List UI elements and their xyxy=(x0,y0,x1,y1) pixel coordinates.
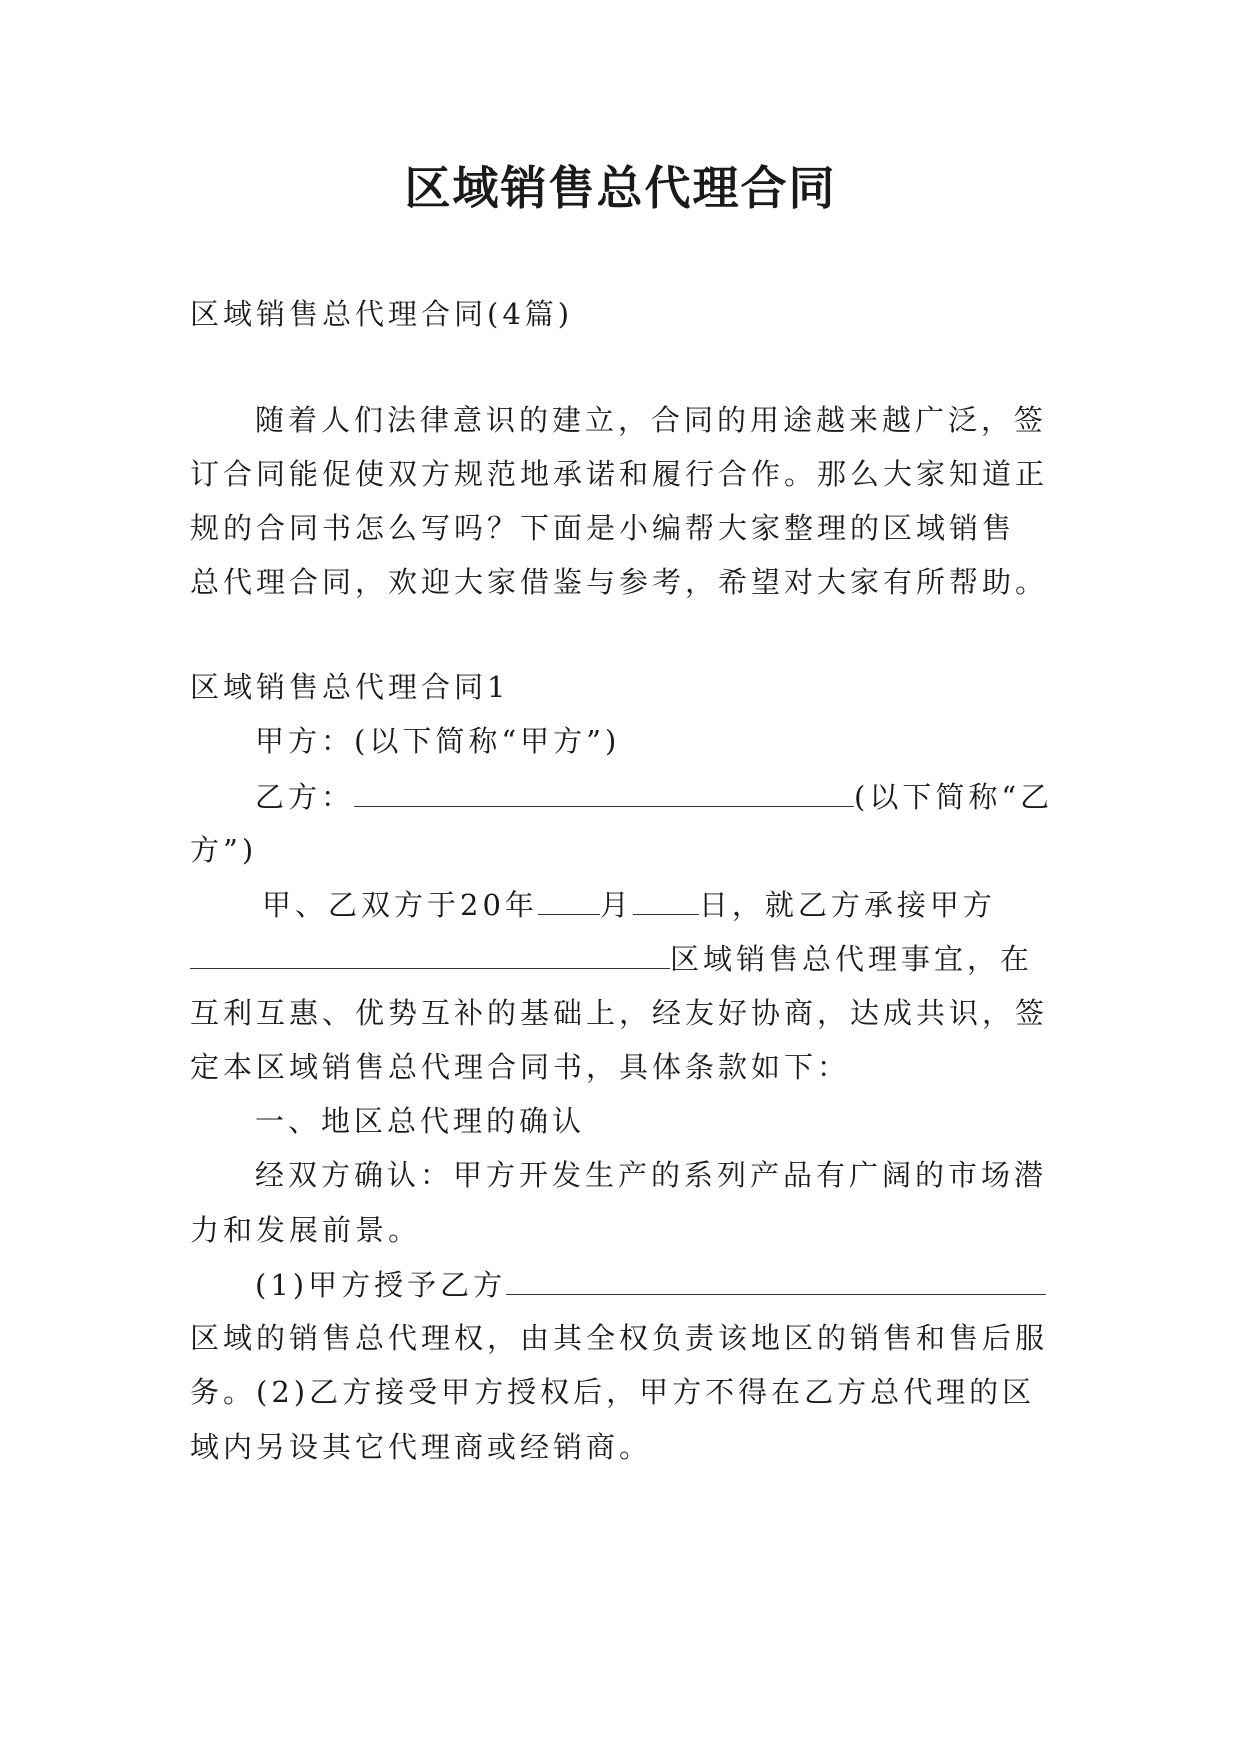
grant-region-blank xyxy=(506,1266,1046,1295)
intro-line-4: 总代理合同，欢迎大家借鉴与参考，希望对大家有所帮助。 xyxy=(190,565,1049,599)
party-b-prefix: 乙方： xyxy=(255,780,355,814)
grant-line-3: 务。(2)乙方接受甲方授权后，甲方不得在乙方总代理的区 xyxy=(190,1375,1036,1409)
contract-heading: 区域销售总代理合同1 xyxy=(190,670,510,704)
grant-prefix: (1)甲方授予乙方 xyxy=(255,1268,507,1302)
agreement-date-year: 甲、乙双方于20年 xyxy=(262,888,538,922)
agreement-line-2 xyxy=(190,940,1070,977)
region-blank xyxy=(190,940,670,969)
confirm-line-1: 经双方确认：甲方开发生产的系列产品有广阔的市场潜 xyxy=(255,1158,1048,1192)
agreement-line-1 xyxy=(262,886,1142,923)
grant-line-4: 域内另设其它代理商或经销商。 xyxy=(190,1430,653,1464)
party-b-blank xyxy=(354,778,854,807)
intro-line-3: 规的合同书怎么写吗？下面是小编帮大家整理的区域销售 xyxy=(190,511,1016,545)
day-blank xyxy=(633,886,699,915)
intro-line-2: 订合同能促使双方规范地承诺和履行合作。那么大家知道正 xyxy=(190,457,1049,491)
party-a-line: 甲方：(以下简称“甲方”) xyxy=(255,724,621,758)
document-subtitle: 区域销售总代理合同(4篇) xyxy=(190,297,574,331)
agreement-date-month: 月 xyxy=(599,888,633,922)
document-title: 区域销售总代理合同 xyxy=(404,161,837,215)
party-b-continued: 方”) xyxy=(190,833,258,867)
agreement-region-suffix: 区域销售总代理事宜，在 xyxy=(670,942,1034,976)
grant-line-2: 区域的销售总代理权，由其全权负责该地区的销售和售后服 xyxy=(190,1321,1049,1355)
confirm-line-2: 力和发展前景。 xyxy=(190,1213,422,1247)
agreement-date-day: 日，就乙方承接甲方 xyxy=(698,888,996,922)
party-b-suffix: (以下简称“乙 xyxy=(854,780,1054,814)
agreement-line-4: 定本区域销售总代理合同书，具体条款如下： xyxy=(190,1050,851,1084)
agreement-line-3: 互利互惠、优势互补的基础上，经友好协商，达成共识，签 xyxy=(190,996,1049,1030)
party-b-line xyxy=(255,778,1135,815)
grant-line-1 xyxy=(255,1266,1135,1303)
month-blank xyxy=(538,886,600,915)
intro-line-1: 随着人们法律意识的建立，合同的用途越来越广泛，签 xyxy=(255,403,1048,437)
section-1-heading: 一、地区总代理的确认 xyxy=(255,1104,586,1138)
